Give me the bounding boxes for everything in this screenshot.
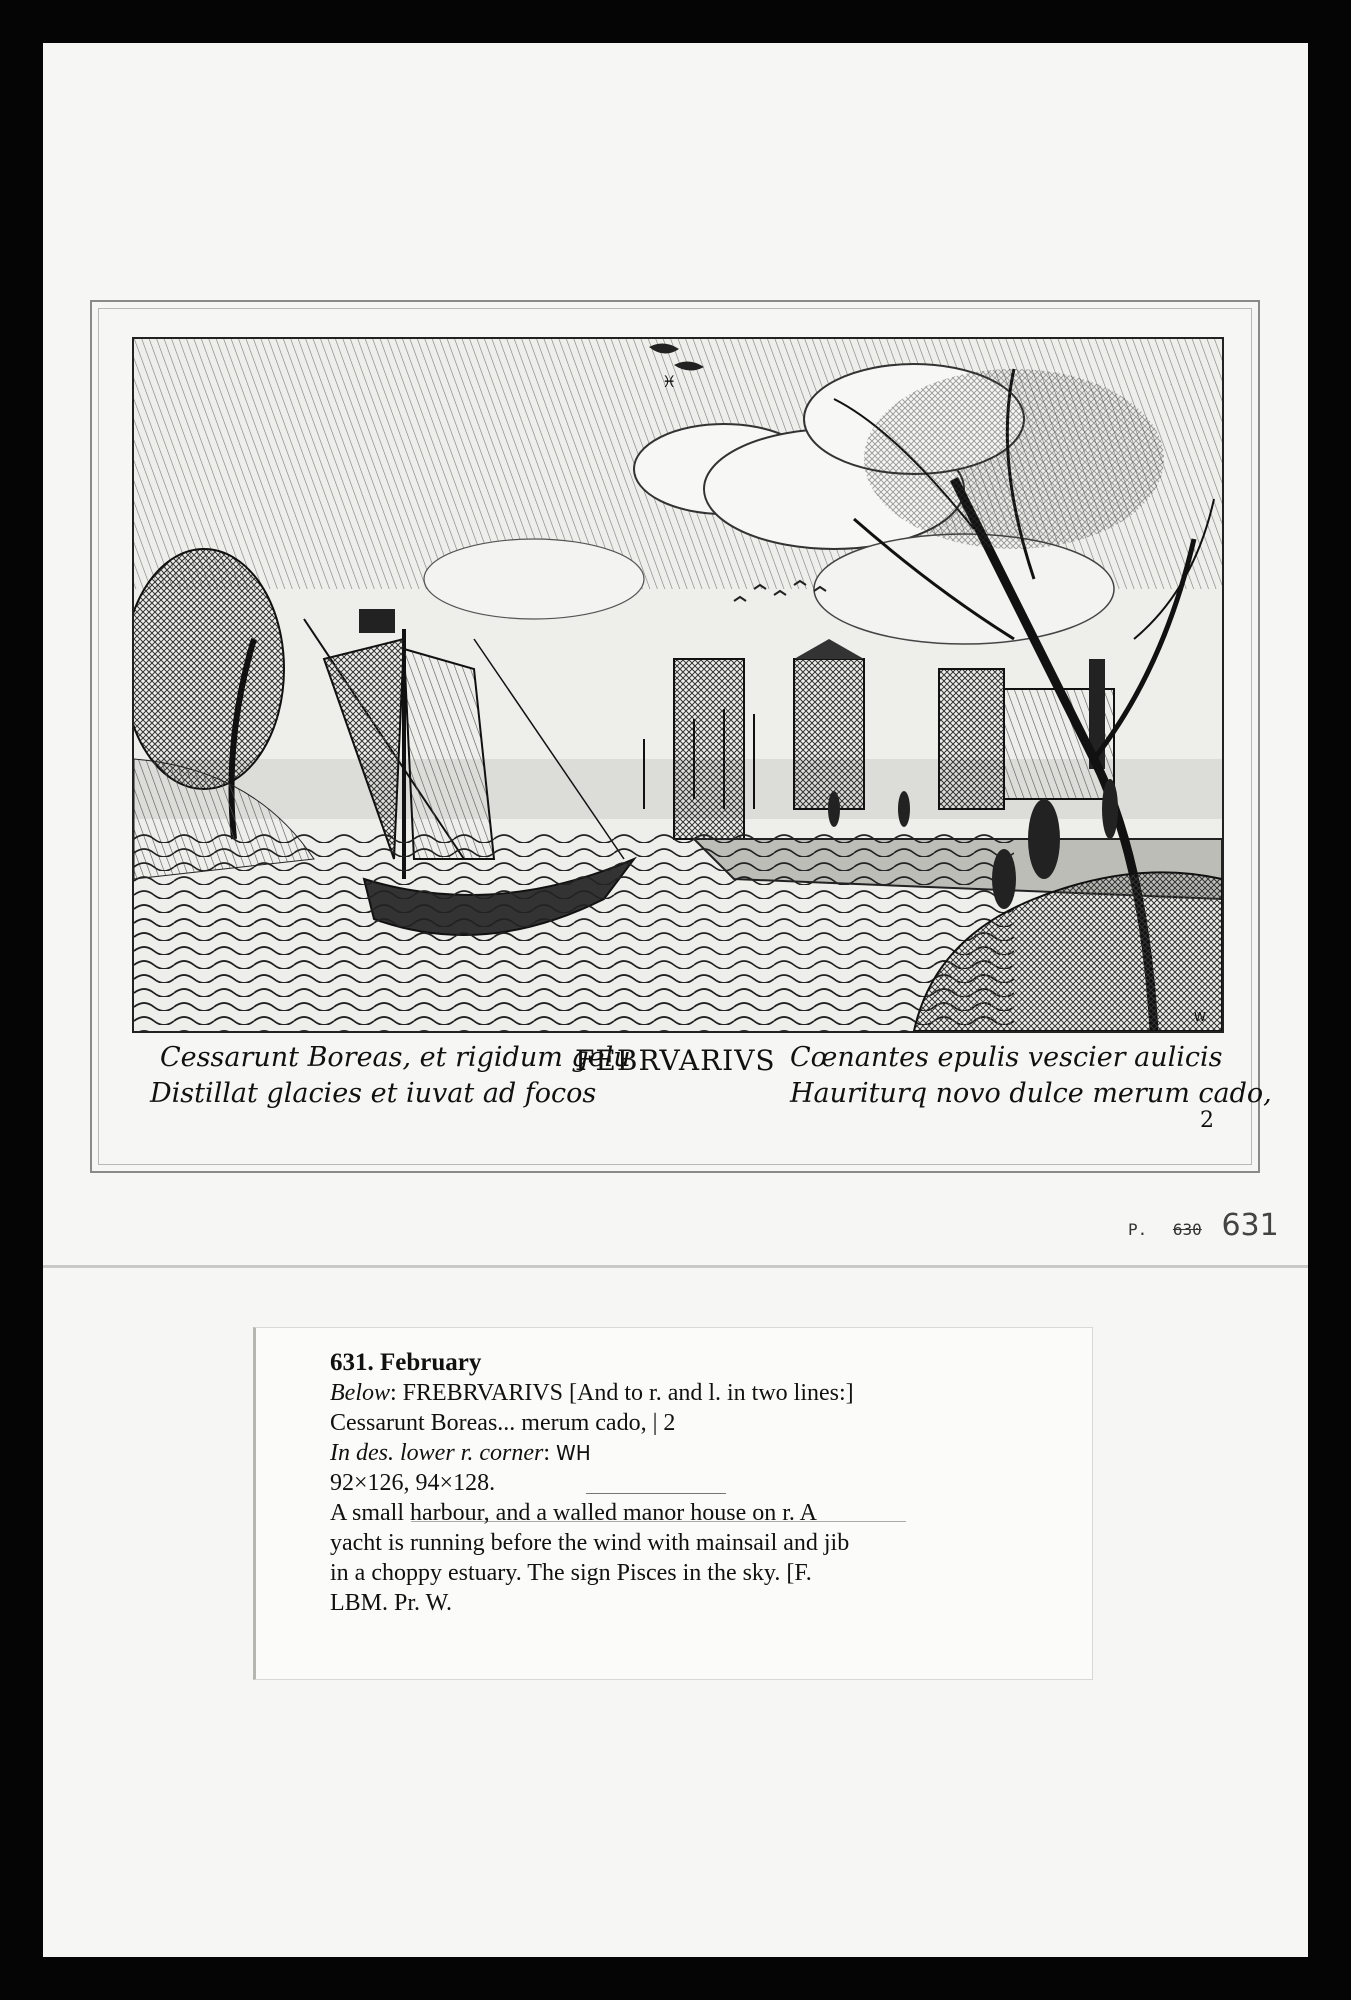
entry-corner-separator: : <box>543 1440 556 1466</box>
entry-below-text: : FREBRVARIVS [And to r. and l. in two lines:] <box>390 1380 854 1406</box>
caption-left-line2: Distillat glacies et iuvat ad focos <box>150 1078 597 1109</box>
entry-below-line <box>330 1378 1090 1408</box>
entry-corner-label: In des. lower r. corner <box>330 1440 544 1466</box>
svg-text:♓: ♓ <box>662 372 677 391</box>
entry-description-line: A small harbour, and a walled manor house on r. A <box>330 1500 817 1526</box>
card-divider <box>43 1265 1308 1268</box>
engraving-image <box>132 337 1224 1033</box>
entry-inscription: Cessarunt Boreas... merum cado, | 2 <box>330 1410 676 1436</box>
catalogue-label <box>253 1327 1093 1680</box>
entry-corner-line <box>330 1438 1090 1468</box>
entry-description-line: yacht is running before the wind with mainsail and jib <box>330 1530 850 1556</box>
pencil-ref-prefix: P. <box>1128 1220 1148 1239</box>
pencil-ref-struck-number: 630 <box>1172 1220 1202 1239</box>
caption-right-line2: Hauriturq novo dulce merum cado, <box>790 1078 1272 1109</box>
caption-right-line1: Cœnantes epulis vescier aulicis <box>790 1042 1223 1073</box>
entry-description-line: in a choppy estuary. The sign Pisces in the sky. [F. <box>330 1560 812 1586</box>
catalogue-entry <box>330 1348 1090 1618</box>
entry-heading: 631. February <box>330 1349 482 1376</box>
plate-number: 2 <box>1200 1108 1214 1133</box>
entry-below-label: Below <box>330 1380 390 1406</box>
pencil-ref-handwritten-number: 631 <box>1221 1208 1279 1243</box>
pencil-reference <box>1128 1208 1279 1243</box>
entry-dimensions: 92×126, 94×128. <box>330 1470 496 1496</box>
engraver-monogram: W <box>1194 1010 1206 1024</box>
engraving-illustration <box>134 339 1222 1031</box>
caption-left-line1: Cessarunt Boreas, et rigidum gelu <box>160 1042 631 1073</box>
entry-corner-mark: WH <box>556 1441 591 1465</box>
caption-title: FEBRVARIVS <box>575 1044 776 1077</box>
entry-description-line: LBM. Pr. W. <box>330 1590 453 1616</box>
